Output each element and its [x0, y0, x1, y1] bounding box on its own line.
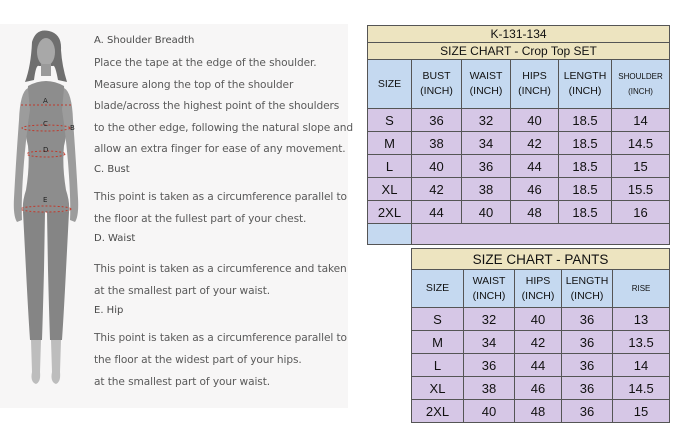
table-cell: 46	[515, 377, 562, 400]
table-cell: 36	[562, 377, 613, 400]
marker-b: B	[70, 124, 75, 132]
table-cell: M	[412, 331, 464, 354]
instruction-line: Place the tape at the edge of the shoulder.	[94, 57, 317, 69]
column-header: LENGTH (INCH)	[562, 270, 613, 308]
section-heading-hip: E. Hip	[94, 305, 124, 317]
marker-d: D	[43, 146, 49, 154]
section-heading-shoulder: A. Shoulder Breadth	[94, 35, 195, 46]
crop-top-size-chart	[367, 25, 670, 245]
instruction-line: the floor at the widest part of your hips.	[94, 353, 302, 366]
table-cell: 36	[462, 155, 511, 178]
table-cell: 40	[412, 155, 462, 178]
table-cell: 36	[464, 354, 515, 377]
table-cell: 44	[515, 354, 562, 377]
instruction-line: blade/across the highest point of the shoulders	[94, 100, 340, 113]
table-cell: 44	[412, 201, 462, 224]
table-cell: 40	[511, 109, 559, 132]
column-header: HIPS (INCH)	[511, 60, 559, 109]
table-cell: 13	[613, 308, 670, 331]
table-cell: 18.5	[559, 155, 612, 178]
instruction-line: at the smallest part of your waist.	[94, 284, 271, 297]
table-cell: S	[368, 109, 412, 132]
table-cell: 14.5	[612, 132, 670, 155]
table-cell: 38	[412, 132, 462, 155]
table-row	[412, 331, 670, 354]
table-cell: 32	[464, 308, 515, 331]
table-cell: 36	[562, 354, 613, 377]
marker-a: A	[43, 97, 48, 105]
table-cell: 15	[612, 155, 670, 178]
marker-e: E	[43, 196, 48, 204]
table-row	[368, 201, 670, 224]
marker-c: C	[43, 120, 48, 128]
pants-size-chart	[411, 248, 670, 423]
table-cell: 16	[612, 201, 670, 224]
table-cell: 15.5	[612, 178, 670, 201]
table-cell: 18.5	[559, 201, 612, 224]
empty-table-row	[368, 224, 670, 245]
table-cell: L	[412, 354, 464, 377]
instruction-line: to the other edge, following the natural slope and	[94, 121, 354, 134]
instruction-line: Measure along the top of the shoulder	[94, 78, 294, 91]
table-cell: 38	[464, 377, 515, 400]
table-cell: 18.5	[559, 109, 612, 132]
table-cell: 46	[511, 178, 559, 201]
table-cell: 18.5	[559, 132, 612, 155]
table-row	[368, 132, 670, 155]
product-code: K-131-134	[368, 26, 670, 43]
table-cell: L	[368, 155, 412, 178]
table-row	[412, 400, 670, 423]
table-row	[368, 155, 670, 178]
section-heading-waist: D. Waist	[94, 233, 136, 245]
table-cell: 42	[515, 331, 562, 354]
table-cell: 40	[515, 308, 562, 331]
table-cell: 14	[613, 354, 670, 377]
table-cell: 48	[511, 201, 559, 224]
table-cell: 42	[511, 132, 559, 155]
instruction-line: allow an extra finger for ease of any movement.	[94, 143, 346, 156]
table-cell: 38	[462, 178, 511, 201]
table-cell: 36	[562, 308, 613, 331]
table-cell: 44	[511, 155, 559, 178]
instruction-line: the floor at the fullest part of your chest.	[94, 212, 307, 225]
table-cell: 2XL	[412, 400, 464, 423]
column-header: WAIST (INCH)	[464, 270, 515, 308]
table-row	[412, 377, 670, 400]
column-header: LENGTH (INCH)	[559, 60, 612, 109]
column-header: SIZE	[368, 60, 412, 109]
table-cell: XL	[368, 178, 412, 201]
column-header: SHOULDER (INCH)	[612, 60, 670, 109]
table-cell: 48	[515, 400, 562, 423]
table-cell: 18.5	[559, 178, 612, 201]
table-cell: 2XL	[368, 201, 412, 224]
instruction-line: This point is taken as a circumference parallel to	[94, 332, 347, 345]
table-cell: 40	[462, 201, 511, 224]
table-cell: 13.5	[613, 331, 670, 354]
table-cell: XL	[412, 377, 464, 400]
table-row	[412, 354, 670, 377]
table-cell: 36	[562, 400, 613, 423]
table-cell: 34	[464, 331, 515, 354]
measurement-instructions	[94, 32, 354, 393]
instruction-line: This point is taken as a circumference and taken	[94, 263, 347, 276]
table-cell: M	[368, 132, 412, 155]
table-row	[368, 109, 670, 132]
table-cell: 14	[612, 109, 670, 132]
column-header: BUST (INCH)	[412, 60, 462, 109]
pants-chart-title: SIZE CHART - PANTS	[412, 249, 670, 270]
table-cell: 40	[464, 400, 515, 423]
table-cell: 42	[412, 178, 462, 201]
table-cell: 34	[462, 132, 511, 155]
crop-top-chart-title: SIZE CHART - Crop Top SET	[368, 43, 670, 60]
section-heading-bust: C. Bust	[94, 163, 130, 175]
table-cell: 14.5	[613, 377, 670, 400]
column-header: WAIST (INCH)	[462, 60, 511, 109]
table-cell: S	[412, 308, 464, 331]
table-cell: 36	[562, 331, 613, 354]
table-cell: 32	[462, 109, 511, 132]
table-row	[412, 308, 670, 331]
instruction-line: This point is taken as a circumference parallel to	[94, 190, 347, 203]
instruction-line: at the smallest part of your waist.	[94, 375, 271, 388]
table-cell: 15	[613, 400, 670, 423]
column-header: SIZE	[412, 270, 464, 308]
table-cell: 36	[412, 109, 462, 132]
column-header: RISE	[613, 270, 670, 308]
column-header: HIPS (INCH)	[515, 270, 562, 308]
table-row	[368, 178, 670, 201]
body-figure-illustration	[6, 30, 86, 385]
